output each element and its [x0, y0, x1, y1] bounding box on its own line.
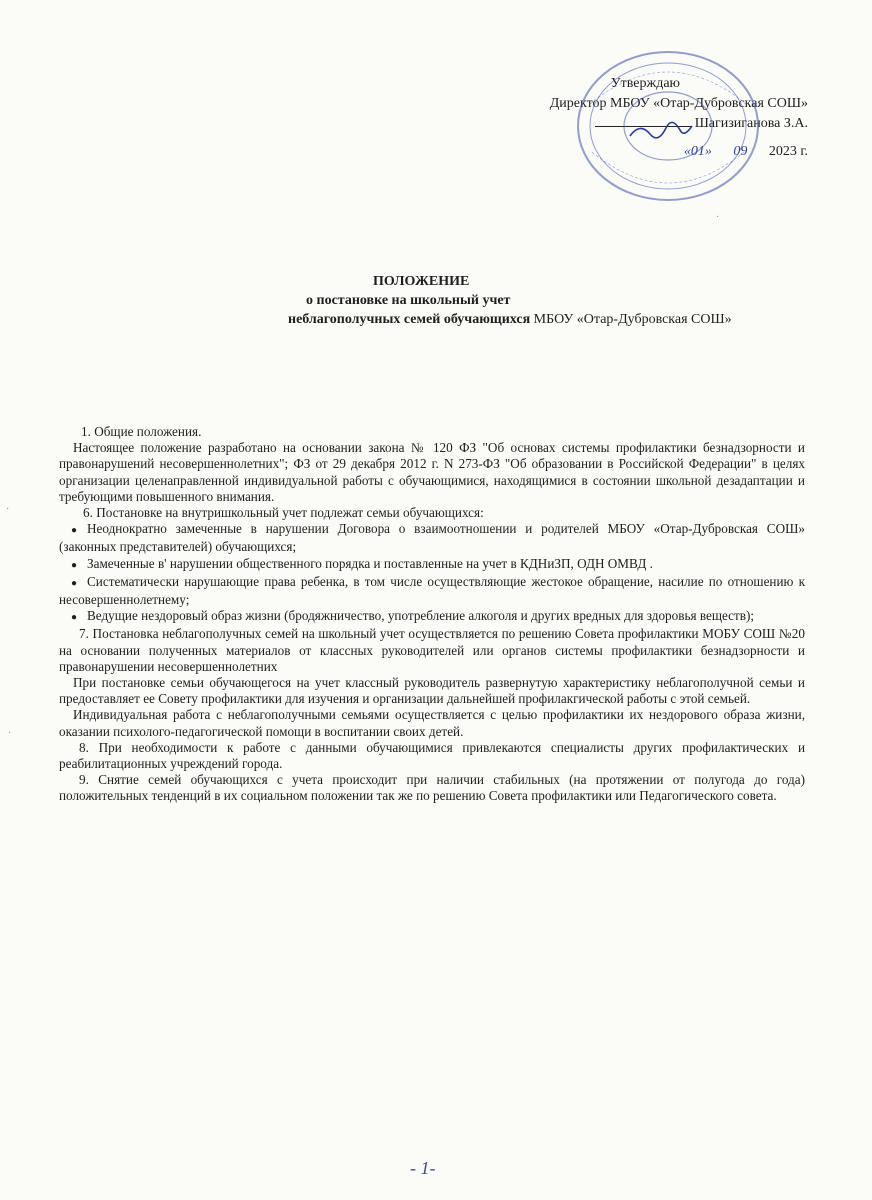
paragraph-7-characteristic: При постановке семьи обучающегося на учет классный руководитель развернутую характеристику неблагополучной семьи и предоставляет ее Совету профилактики для изучения и организации дальнейшей профилакгической работы с этой семьей. — [59, 675, 805, 707]
scan-mark: · — [716, 212, 720, 223]
subtitle-school-name: МБОУ «Отар-Дубровская СОШ» — [530, 312, 732, 327]
list-item: ● Замеченные в' нарушении общественного порядка и поставленные на учет в КДНиЗП, ОДН ОМВД . — [59, 556, 805, 574]
section-6-title: 6. Постановке на внутришкольный учет подлежат семьи обучающихся: — [83, 505, 484, 521]
scan-mark: · — [6, 504, 10, 515]
paragraph-legal-basis: Настоящее положение разработано на основании закона № 120 ФЗ "Об основах системы профилактики безнадзорности и правонарушений несовершеннолетних"; ФЗ от 29 декабря 2012 г. N 273-ФЗ "Об образовании в Российской Федерации" в целях организации целенаправленной индивидуальной работы с обучающимися, находящимися в состоянии школьной дезадаптации и требующими повышенного внимания. — [59, 440, 805, 504]
list-item: ● Ведущие нездоровый образ жизни (бродяжничество, употребление алкоголя и других вредных для здоровья веществ); — [59, 608, 805, 626]
bullet-icon: ● — [71, 559, 78, 571]
paragraph-7-individual-work: Индивидуальная работа с неблагополучными семьями осуществляется с целью профилактики их нездорового образа жизни, оказании психолого-педагогической помощи в воспитании своих детей. — [59, 707, 805, 739]
school-seal-stamp — [570, 46, 770, 206]
date-day: «01» — [683, 144, 712, 159]
document-body — [59, 424, 805, 805]
director-title: Директор МБОУ «Отар-Дубровская СОШ» — [549, 96, 808, 111]
approve-label: Утверждаю — [610, 76, 680, 91]
date-year: 2023 — [768, 144, 797, 159]
date-month: 09 — [733, 144, 748, 159]
paragraph-7: 7. Постановка неблагополучных семей на школьный учет осуществляется по решению Совета профилактики МОБУ СОШ №20 на основании полученных материалов от классных руководителей или органов системы профилактики безнадзорности и правонарушении несовершеннолетних — [59, 626, 805, 674]
scan-mark: · — [8, 728, 12, 739]
list-item: ● Систематически нарушающие права ребенка, в том числе осуществляющие жестокое обращение, насилие по отношению к несовершеннолетнему; — [59, 573, 805, 608]
date-suffix: г. — [800, 144, 808, 159]
paragraph-9: 9. Снятие семей обучающихся с учета происходит при наличии стабильных (на протяжении от полугода до года) положительных тенденций в их социальном положении так же по решению Совета профилактики или Педагогического совета. — [59, 772, 805, 804]
bullet-icon: ● — [71, 577, 78, 589]
document-subtitle-line2 — [288, 310, 872, 329]
document-heading — [0, 272, 872, 329]
director-signature — [630, 122, 692, 137]
paragraph-8: 8. При необходимости к работе с данными обучающимися привлекаются специалисты других профилактических и реабилитационных учреждений города. — [59, 739, 805, 772]
document-subtitle-line1: о постановке на школьный учет — [306, 293, 511, 308]
bullet-icon: ● — [71, 525, 78, 537]
section-1-title: 1. Общие положения. — [81, 424, 202, 439]
document-title: ПОЛОЖЕНИЕ — [373, 274, 470, 289]
bullet-icon: ● — [71, 612, 78, 624]
page-number: - 1- — [410, 1158, 436, 1178]
list-item: ● Неоднократно замеченные в нарушении Договора о взаимоотношении и родителей МБОУ «Отар-Дубровская СОШ» (законных представителей) обучающихся; — [59, 521, 805, 555]
director-name: Шагизиганова З.А. — [694, 116, 808, 131]
subtitle-bold-part: неблагополучных семей обучающихся — [288, 312, 531, 327]
